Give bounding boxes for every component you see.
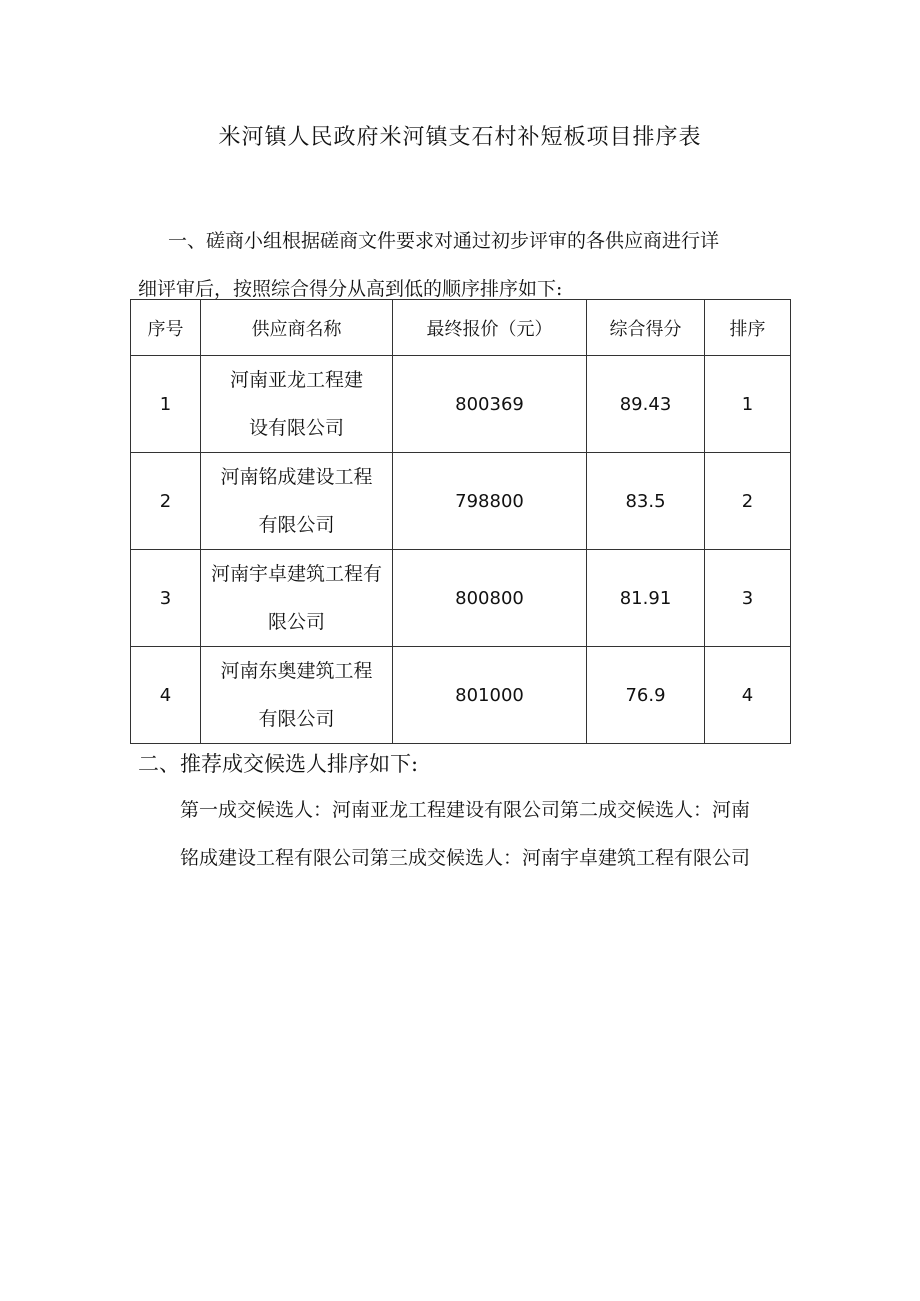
cell-price: 801000 bbox=[393, 647, 587, 744]
cell-score: 83.5 bbox=[587, 453, 705, 550]
header-score: 综合得分 bbox=[587, 300, 705, 356]
ranking-table bbox=[130, 299, 791, 744]
cell-serial: 4 bbox=[131, 647, 201, 744]
cell-supplier bbox=[201, 356, 393, 453]
table-row bbox=[131, 356, 791, 453]
table-row bbox=[131, 550, 791, 647]
table-row bbox=[131, 647, 791, 744]
cell-supplier bbox=[201, 453, 393, 550]
cell-serial: 1 bbox=[131, 356, 201, 453]
header-price: 最终报价（元） bbox=[393, 300, 587, 356]
supplier-name-line2: 有限公司 bbox=[258, 708, 335, 730]
section2-heading: 二、推荐成交候选人排序如下: bbox=[138, 752, 419, 776]
cell-supplier bbox=[201, 647, 393, 744]
cell-price: 800800 bbox=[393, 550, 587, 647]
cell-rank: 2 bbox=[705, 453, 791, 550]
supplier-name-line2: 有限公司 bbox=[258, 514, 335, 536]
section1-paragraph-line1: 一、磋商小组根据磋商文件要求对通过初步评审的各供应商进行详 bbox=[168, 230, 720, 252]
cell-score: 89.43 bbox=[587, 356, 705, 453]
supplier-name-line2: 设有限公司 bbox=[248, 417, 344, 439]
cell-score: 76.9 bbox=[587, 647, 705, 744]
supplier-name-line1: 河南宇卓建筑工程有 bbox=[210, 563, 382, 585]
cell-price: 800369 bbox=[393, 356, 587, 453]
section1-paragraph-line2: 细评审后，按照综合得分从高到低的顺序排序如下: bbox=[138, 278, 563, 300]
header-supplier: 供应商名称 bbox=[201, 300, 393, 356]
cell-rank: 1 bbox=[705, 356, 791, 453]
section2-paragraph-line1: 第一成交候选人：河南亚龙工程建设有限公司第二成交候选人：河南 bbox=[180, 799, 751, 821]
section2-paragraph-line2: 铭成建设工程有限公司第三成交候选人：河南宇卓建筑工程有限公司 bbox=[180, 847, 751, 869]
cell-supplier bbox=[201, 550, 393, 647]
supplier-name-line1: 河南铭成建设工程 bbox=[220, 466, 373, 488]
header-rank: 排序 bbox=[705, 300, 791, 356]
table-row bbox=[131, 453, 791, 550]
cell-price: 798800 bbox=[393, 453, 587, 550]
cell-serial: 3 bbox=[131, 550, 201, 647]
cell-serial: 2 bbox=[131, 453, 201, 550]
cell-score: 81.91 bbox=[587, 550, 705, 647]
cell-rank: 3 bbox=[705, 550, 791, 647]
supplier-name-line1: 河南东奥建筑工程 bbox=[220, 660, 373, 682]
document-title: 米河镇人民政府米河镇支石村补短板项目排序表 bbox=[218, 125, 702, 150]
cell-rank: 4 bbox=[705, 647, 791, 744]
header-serial: 序号 bbox=[131, 300, 201, 356]
table-header-row bbox=[131, 300, 791, 356]
supplier-name-line2: 限公司 bbox=[267, 611, 325, 633]
supplier-name-line1: 河南亚龙工程建 bbox=[229, 369, 363, 391]
